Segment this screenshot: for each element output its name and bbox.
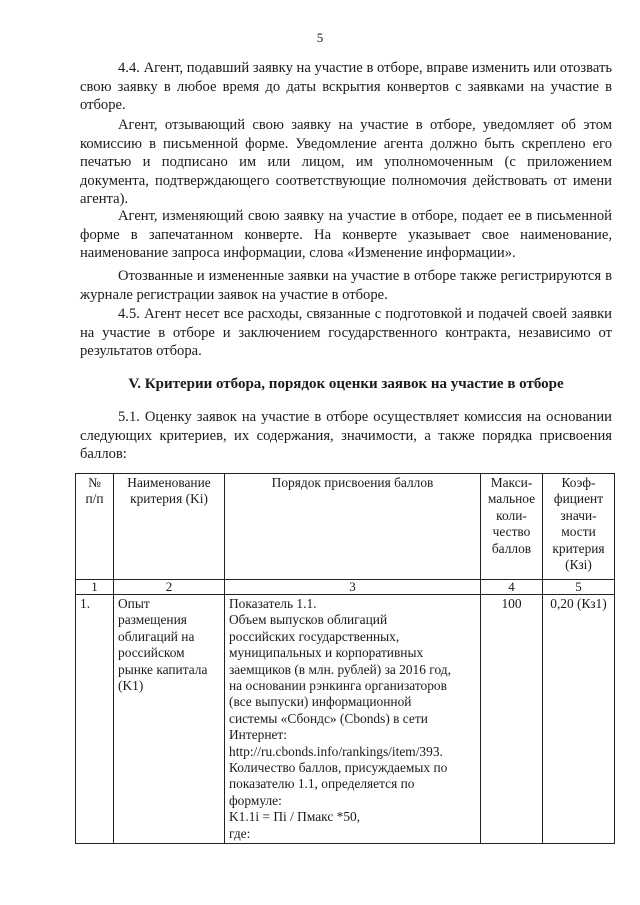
table-row	[76, 595, 615, 844]
section-heading: V. Критерии отбора, порядок оценки заявок на участие в отборе	[128, 376, 564, 392]
scoring-order-line: Показатель 1.1.	[229, 596, 317, 611]
header-max-line: чество	[492, 524, 531, 540]
scoring-order-line: на основании рэнкинга организаторов	[229, 678, 447, 694]
header-coef-line: фициент	[553, 491, 604, 507]
scoring-formula: K1.1i = Пi / Пмакс *50,	[229, 809, 361, 825]
header-num	[76, 474, 114, 580]
scoring-order-line: формуле:	[229, 792, 282, 808]
column-number: 2	[114, 580, 225, 595]
header-coefficient	[543, 474, 615, 580]
column-number: 3	[225, 580, 481, 595]
column-number: 1	[76, 580, 114, 595]
scoring-order-line: Интернет:	[229, 727, 288, 743]
header-coef-line: Коэф-	[561, 475, 596, 490]
header-name-line: Наименование	[127, 475, 211, 490]
paragraph-5-1: 5.1. Оценку заявок на участие в отборе осуществляет комиссия на основании следующих критериев, их содержания, значимости, а также порядка присвоения баллов:	[80, 409, 612, 462]
criterion-name-line: рынке капитала	[118, 661, 208, 677]
paragraph-withdraw: Агент, отзывающий свою заявку на участие в отборе, уведомляет об этом комиссию в письменной форме. Уведомление агента должно быть скреплено его печатью и подписано им или лицом, им уполномоченным (с приложением документа, подтверждающего соответствующие полномочия действовать от имени агента).	[80, 117, 612, 207]
column-number: 4	[481, 580, 543, 595]
column-number-row	[76, 580, 615, 595]
header-num-line: №	[88, 475, 101, 490]
scoring-order-line: российских государственных,	[229, 628, 400, 644]
scoring-order-link[interactable]: http://ru.cbonds.info/rankings/item/393.	[229, 743, 443, 759]
header-num-line: п/п	[85, 491, 104, 507]
paragraph-4-4: 4.4. Агент, подавший заявку на участие в отборе, вправе изменить или отозвать свою заявку в любое время до даты вскрытия конвертов с заявками на участие в отборе.	[80, 60, 612, 113]
header-max-line: коли-	[496, 507, 527, 523]
paragraph-registration: Отозванные и измененные заявки на участие в отборе также регистрируются в журнале регистрации заявок на участие в отборе.	[80, 268, 612, 303]
header-criterion-name	[114, 474, 225, 580]
header-coef-line: значи-	[560, 507, 597, 523]
scoring-order-line: Количество баллов, присуждаемых по	[229, 760, 448, 776]
criterion-name-line: (K1)	[118, 678, 144, 694]
header-max-points	[481, 474, 543, 580]
paragraph-4-5: 4.5. Агент несет все расходы, связанные с подготовкой и подачей своей заявки на участие в отборе и заключением государственного контракта, независимо от результатов отбора.	[80, 306, 612, 359]
page-number: 5	[316, 30, 324, 45]
scoring-order-line: (все выпуски) информационной	[229, 694, 412, 710]
column-number: 5	[543, 580, 615, 595]
scoring-order-line: показателю 1.1, определяется по	[229, 776, 415, 792]
criterion-name-line: размещения	[118, 612, 187, 628]
coefficient: 0,20 (Кз1)	[543, 595, 615, 844]
criterion-name-line: российском	[118, 645, 185, 661]
scoring-order-line: Объем выпусков облигаций	[229, 612, 388, 628]
scoring-order-line: системы «Сбондс» (Cbonds) в сети	[229, 710, 428, 726]
header-max-line: баллов	[491, 540, 532, 556]
header-coef-line: мости	[561, 524, 596, 540]
header-coef-line: критерия	[552, 540, 605, 556]
header-scoring-order	[225, 474, 481, 580]
header-max-line: Макси-	[490, 475, 533, 490]
scoring-order-line: заемщиков (в млн. рублей) за 2016 год,	[229, 661, 451, 677]
header-coef-line: (Кзi)	[565, 557, 592, 573]
header-name-line: критерия (Ki)	[130, 491, 208, 507]
header-order-line: Порядок присвоения баллов	[271, 475, 434, 490]
scoring-order-line: муниципальных и корпоративных	[229, 645, 424, 661]
scoring-order	[225, 595, 481, 844]
table-header-row	[76, 474, 615, 580]
paragraph-change: Агент, изменяющий свою заявку на участие в отборе, подает ее в письменной форме в запечатанном конверте. На конверте указывает свое наименование, наименование запроса информации, слова «Изменение информации».	[80, 208, 612, 261]
criterion-name-line: Опыт	[118, 596, 150, 611]
max-points: 100	[481, 595, 543, 844]
scoring-order-line: где:	[229, 825, 251, 841]
criterion-name	[114, 595, 225, 844]
header-max-line: мальное	[487, 491, 536, 507]
criterion-name-line: облигаций на	[118, 628, 195, 644]
criteria-table	[75, 473, 615, 844]
row-number: 1.	[76, 595, 114, 844]
